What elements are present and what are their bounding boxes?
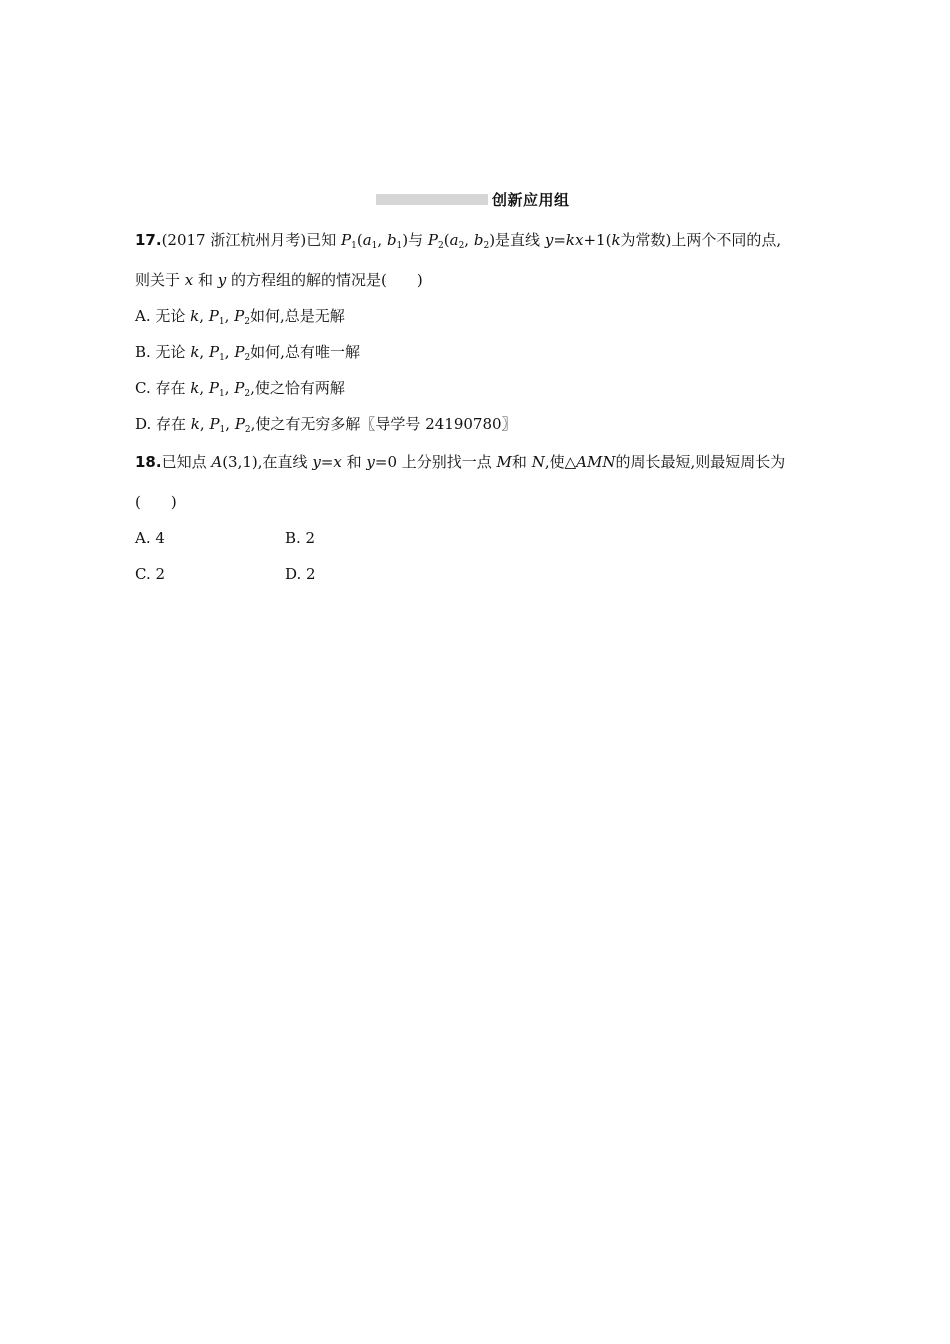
q17-option-a: A. 无论 k, $P_1$, $P_2$如何,总是无解 <box>135 307 345 327</box>
section-decor-bar <box>376 194 488 205</box>
q17-option-d: D. 存在 k, $P_1$, $P_2$,使之有无穷多解〖导学号 24190780〗 <box>135 415 517 435</box>
q18-option-d-wrap <box>285 564 316 584</box>
q18-option-d: D. 2 <box>285 565 316 583</box>
q17-stem-line2: 则关于 x 和 y 的方程组的解的情况是( ) <box>135 271 423 289</box>
section-header <box>376 190 570 208</box>
q17-stem-line1: 17.(2017 浙江杭州月考)已知 $P_1(a_1$, $b_1$)与 $P_2(a_2$, $b_2$)是直线 y=kx+1(k为常数)上两个不同的点, <box>135 231 782 251</box>
q18-number: 18. <box>135 453 162 471</box>
q18-options-row2 <box>135 564 165 584</box>
q18-options-row1 <box>135 528 165 548</box>
q18-stem-line1: 18.已知点 A(3,1),在直线 y=x 和 y=0 上分别找一点 M和 N,使△AMN的周长最短,则最短周长为 <box>135 453 786 471</box>
q17-option-c: C. 存在 k, $P_1$, $P_2$,使之恰有两解 <box>135 379 345 399</box>
q17-number: 17. <box>135 231 162 249</box>
q17-source: (2017 浙江杭州月考) <box>161 231 307 249</box>
q18-option-c: C. 2 <box>135 565 166 583</box>
q18-stem-line2: ( ) <box>135 493 177 511</box>
q18-option-b-wrap <box>285 528 315 548</box>
q18-option-a: A. 4 <box>135 529 165 547</box>
q18-option-b: B. 2 <box>285 529 316 547</box>
q17-option-b: B. 无论 k, $P_1$, $P_2$如何,总有唯一解 <box>135 343 360 363</box>
guide-reference-number: 〖导学号 24190780〗 <box>360 415 517 433</box>
section-title: 创新应用组 <box>492 190 570 209</box>
